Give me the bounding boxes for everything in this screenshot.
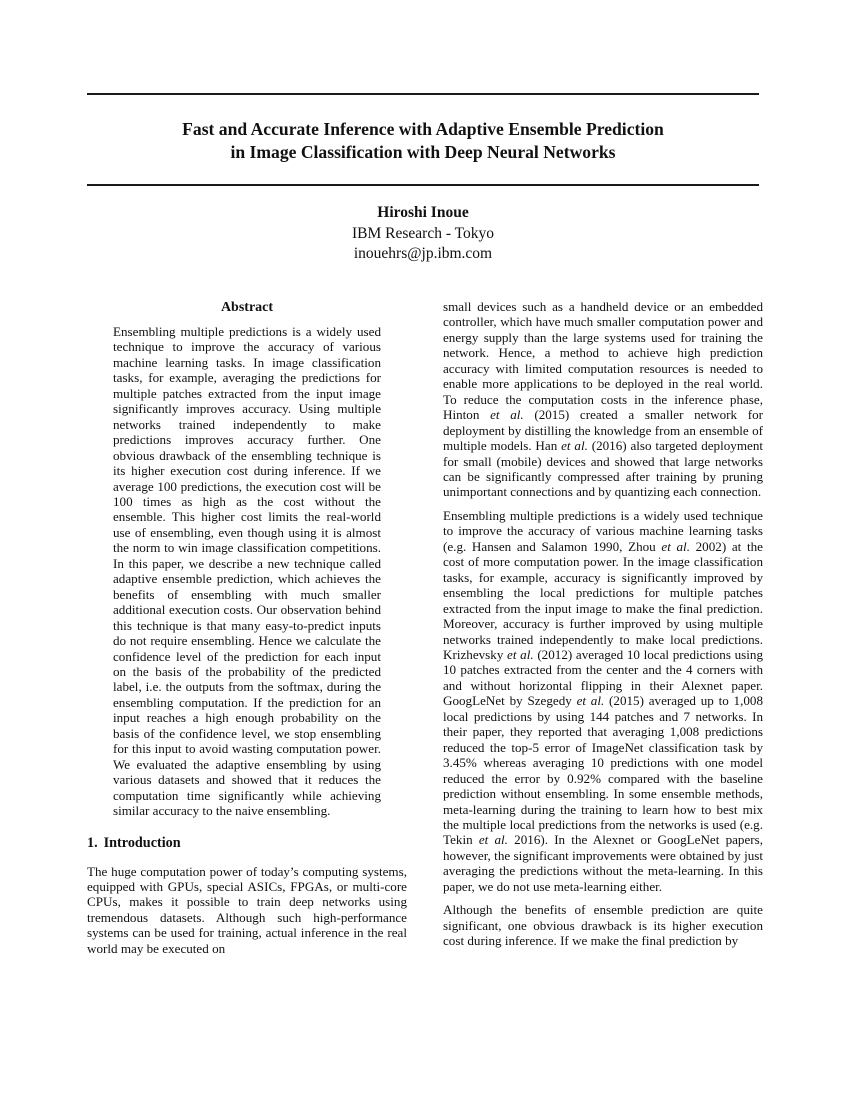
intro-paragraph-1: The huge computation power of today’s computing systems, equipped with GPUs, special ASICs, FPGAs, or multi-core CPUs, makes it possible to train deep networks using tremendous datasets. Although such high-performance systems can be used for training, actual inference in the real world may be executed on — [87, 863, 407, 956]
section-number: 1. — [87, 834, 98, 851]
section-heading-introduction — [87, 834, 407, 852]
title-line-2: in Image Classification with Deep Neural Networks — [230, 142, 616, 162]
author-email: inouehrs@jp.ibm.com — [353, 245, 493, 262]
author-affiliation: IBM Research - Tokyo — [352, 224, 494, 242]
abstract-heading: Abstract — [220, 300, 274, 315]
right-paragraph-3: Although the benefits of ensemble prediction are quite significant, one obvious drawback is its higher execution cost during inference. If we make the final prediction by — [443, 902, 763, 949]
section-title: Introduction — [103, 834, 181, 851]
paper-title — [87, 118, 759, 164]
right-paragraph-2: Ensembling multiple predictions is a widely used technique to improve the accuracy of various machine learning tasks (e.g. Hansen and Salamon 1990, Zhou et al. 2002) at the cost of more computation power. In the image classification tasks, for example, accuracy is significantly improved by ensembling the local predictions for multiple patches extracted from the input image to make the final prediction. Moreover, accuracy is further improved by using multiple networks trained independently to make local predictions. Krizhevsky et al. (2012) averaged 10 local predictions using 10 patches extracted from the center and the 4 corners with and without horizontal flipping in their Alexnet paper. GoogLeNet by Szegedy et al. (2015) averaged up to 1,008 local predictions by using 144 patches and 7 networks. In their paper, they reported that averaging 1,008 predictions reduced the top-5 error of ImageNet classification task by 3.45% whereas averaging 10 predictions with one model reduced the error by 0.92% compared with the baseline prediction without ensembling. In some ensemble methods, meta-learning during the training to learn how to best mix the multiple local predictions from the networks is used (e.g. Tekin et al. 2016). In the Alexnet or GoogLeNet papers, however, the significant improvements were obtained by just averaging the predictions without the meta-learning. In this paper, we do not use meta-learning either. — [443, 507, 764, 894]
author-name: Hiroshi Inoue — [377, 204, 469, 221]
right-paragraph-1: small devices such as a handheld device or an embedded controller, which have much smaller computation power and energy supply than the large systems used for training the network. Hence, a method to achieve high prediction accuracy with limited computation resources is needed to enable more applications to be deployed in the real world. To reduce the computation costs in the inference phase, Hinton et al. (2015) created a smaller network for deployment by distilling the knowledge from an ensemble of multiple models. Han et al. (2016) also targeted deployment for small (mobile) devices and showed that large networks can be significantly compressed after training by pruning unimportant connections and by quantizing each connection. — [443, 299, 764, 500]
title-bottom-rule — [87, 184, 759, 186]
title-line-1: Fast and Accurate Inference with Adaptive Ensemble Prediction — [182, 119, 664, 139]
abstract-text: Ensembling multiple predictions is a widely used technique to improve the accuracy of various machine learning tasks. In image classification tasks, for example, averaging the predictions for multiple patches extracted from the input image significantly improves accuracy. Using multiple networks trained independently to make predictions improves accuracy further. One obvious drawback of the ensembling technique is its higher execution cost during inference. If we average 100 predictions, the execution cost will be 100 times as high as the cost without the ensemble. This higher cost limits the real-world use of ensembling, even though using it is almost the norm to win image classification competitions. In this paper, we describe a new technique called adaptive ensemble prediction, which achieves the benefits of ensembling with much smaller additional execution costs. Our observation behind this technique is that many easy-to-predict inputs do not require ensembling. Hence we calculate the confidence level of the prediction for each input on the basis of the probability of the predicted label, i.e. the outputs from the softmax, during the ensembling computation. If the prediction for an input reaches a high enough probability on the basis of the confidence level, we stop ensembling for this input to avoid wasting computation power. We evaluated the adaptive ensembling by using various datasets and showed that it reduces the computation time significantly while achieving similar accuracy to the naive ensembling. — [113, 324, 381, 819]
top-rule — [87, 93, 759, 95]
right-column — [443, 299, 763, 957]
author-block — [87, 203, 759, 265]
left-column — [87, 299, 407, 964]
